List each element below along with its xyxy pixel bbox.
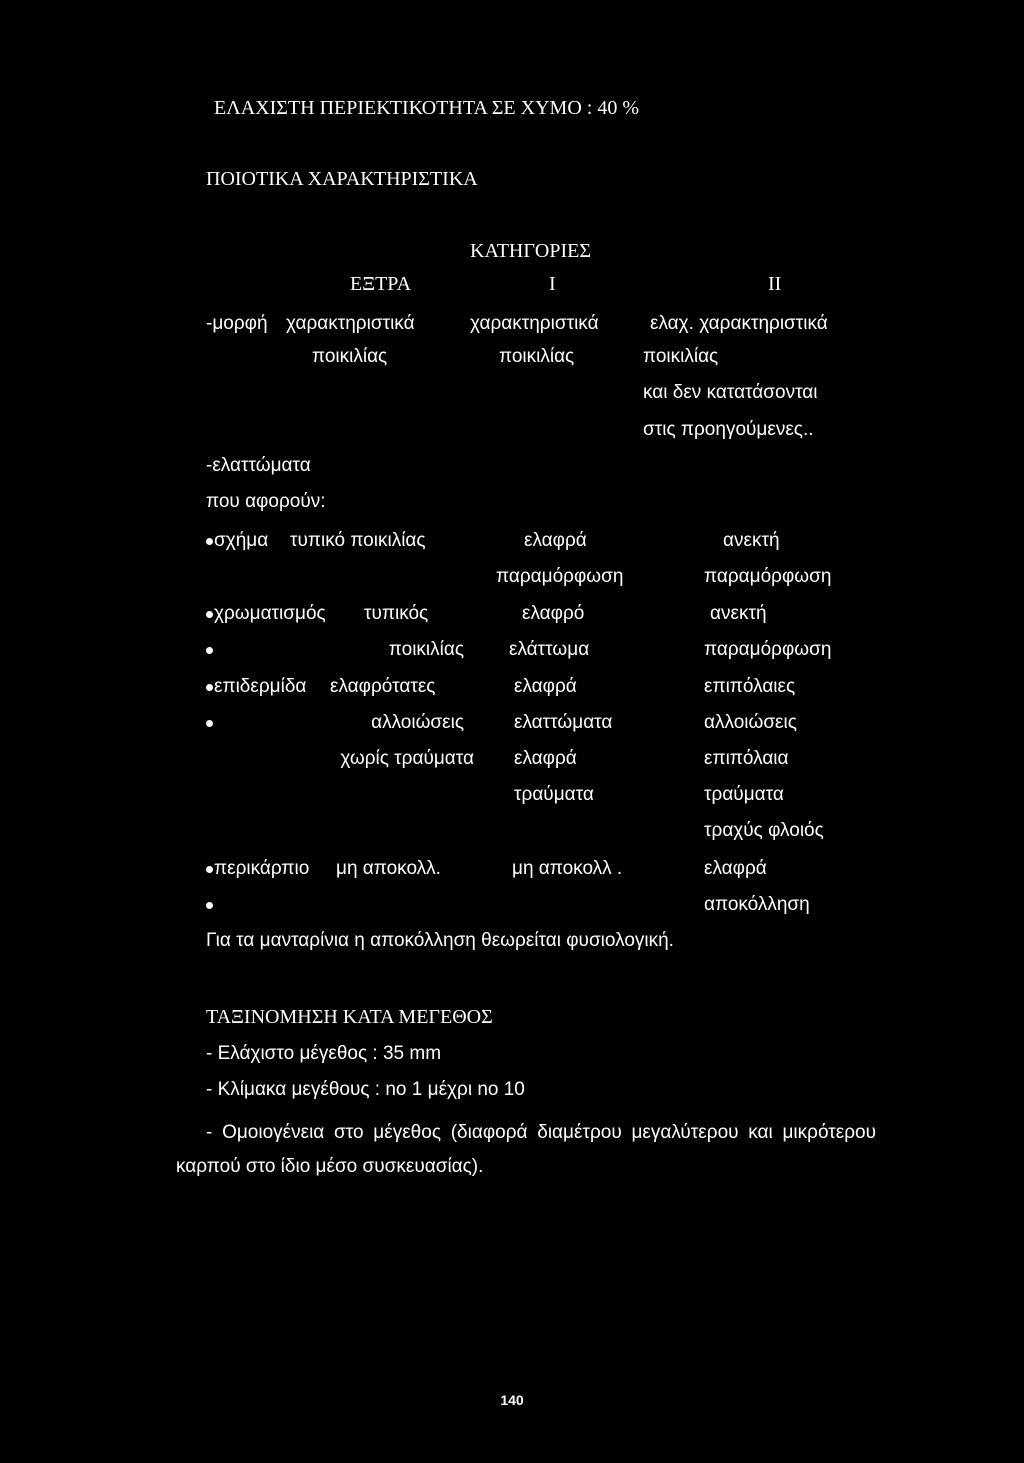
skin-one3: ελαφρά: [514, 748, 577, 769]
color-extra: τυπικός: [364, 603, 429, 624]
skin-two5: τραχύς φλοιός: [704, 820, 824, 841]
heading-min-juice: ΕΛΑΧΙΣΤΗ ΠΕΡΙΕΚΤΙΚΟΤΗΤΑ ΣΕ ΧΥΜΟ : 40 %: [214, 97, 639, 119]
size-heading: ΤΑΞΙΝΟΜΗΣΗ ΚΑΤΑ ΜΕΓΕΘΟΣ: [206, 1006, 493, 1028]
skin-two3: επιπόλαια: [704, 748, 789, 769]
shape-one: ελαφρά: [524, 530, 587, 551]
page-number: 140: [500, 1392, 524, 1408]
shape-extra: τυπικό ποικιλίας: [290, 530, 426, 551]
color-one: ελαφρό: [522, 603, 585, 624]
bullet-icon: [206, 684, 213, 691]
size-uniform: - Ομοιογένεια στο μέγεθος (διαφορά διαμέτρου μεγαλύτερου και μικρότερου καρπού στο ίδιο μέσο συσκευασίας).: [176, 1122, 876, 1177]
shape-row-two2: ποικιλίας: [643, 346, 719, 367]
skin-one2: ελαττώματα: [514, 712, 613, 733]
defects-label: -ελαττώματα: [206, 455, 311, 476]
bullet-icon: [206, 611, 213, 618]
shape-row-two3: και δεν κατατάσονται: [643, 382, 818, 403]
column-header-extra: ΕΞΤΡΑ: [350, 273, 412, 295]
shape-two2: παραμόρφωση: [704, 566, 832, 587]
shape-two: ανεκτή: [723, 530, 780, 551]
size-min: - Ελάχιστο μέγεθος : 35 mm: [206, 1043, 442, 1064]
pericarp-two: ελαφρά: [704, 858, 767, 879]
shape-row-two: ελαχ. χαρακτηριστικά: [650, 313, 828, 334]
skin-extra2: αλλοιώσεις: [371, 712, 464, 733]
shape-row-two4: στις προηγούμενες..: [643, 419, 814, 440]
pericarp-two2: αποκόλληση: [704, 894, 810, 915]
pericarp-extra: μη αποκολλ.: [336, 858, 441, 879]
color-two2: παραμόρφωση: [704, 639, 832, 660]
pericarp-label: περικάρπιο: [214, 858, 310, 879]
bullet-icon: [206, 538, 213, 545]
shape-row-one2: ποικιλίας: [499, 346, 575, 367]
bullet-icon: [206, 720, 213, 727]
shape-row-label: -μορφή: [206, 313, 268, 334]
mandarin-note: Για τα μανταρίνια η αποκόλληση θεωρείται φυσιολογική.: [206, 930, 674, 951]
skin-extra3: χωρίς τραύματα: [340, 748, 474, 769]
color-one2: ελάττωμα: [509, 639, 590, 660]
shape-row-one: χαρακτηριστικά: [470, 313, 599, 334]
heading-quality: ΠΟΙΟΤΙΚΑ ΧΑΡΑΚΤΗΡΙΣΤΙΚΑ: [206, 168, 478, 190]
color-label: χρωματισμός: [214, 603, 326, 624]
size-scale: - Κλίμακα μεγέθους : no 1 μέχρι no 10: [206, 1079, 525, 1100]
bullet-icon: [206, 647, 213, 654]
shape-one2: παραμόρφωση: [496, 566, 624, 587]
categories-title: ΚΑΤΗΓΟΡΙΕΣ: [470, 240, 591, 262]
shape-row-extra: χαρακτηριστικά: [286, 313, 415, 334]
pericarp-one: μη αποκολλ .: [512, 858, 623, 879]
skin-extra: ελαφρότατες: [330, 676, 436, 697]
bullet-icon: [206, 902, 213, 909]
column-header-two: ΙΙ: [768, 273, 782, 295]
skin-label: επιδερμίδα: [214, 676, 307, 697]
color-two: ανεκτή: [710, 603, 767, 624]
skin-one4: τραύματα: [514, 784, 594, 805]
skin-two4: τραύματα: [704, 784, 784, 805]
column-header-one: Ι: [549, 273, 556, 295]
skin-two2: αλλοιώσεις: [704, 712, 797, 733]
skin-two: επιπόλαιες: [704, 676, 796, 697]
skin-one: ελαφρά: [514, 676, 577, 697]
shape-label: σχήμα: [214, 530, 269, 551]
color-extra2: ποικιλίας: [388, 639, 464, 660]
shape-row-extra2: ποικιλίας: [312, 346, 388, 367]
bullet-icon: [206, 866, 213, 873]
defects-label2: που αφορούν:: [206, 491, 326, 512]
